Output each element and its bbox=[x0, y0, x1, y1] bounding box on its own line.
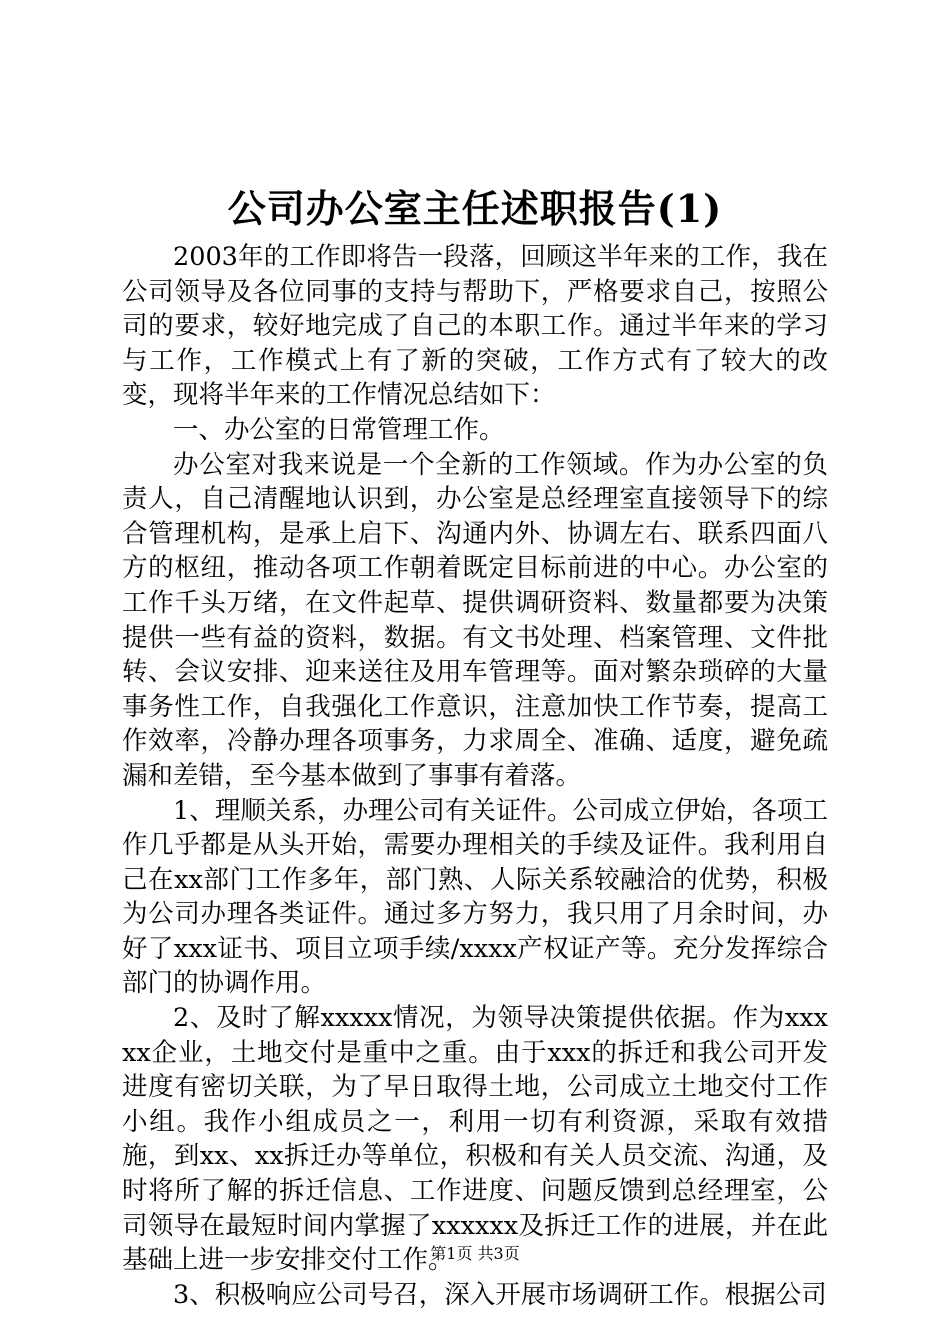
paragraph-item-2: 2、及时了解xxxxx情况，为领导决策提供依据。作为xxxxx企业，土地交付是重中之重。由于xxx的拆迁和我公司开发进度有密切关联，为了早日取得土地，公司成立土地交付工作小组。我作小组成员之一，利用一切有利资源，采取有效措施，到xx、xx拆迁办等单位，积极和有关人员交流、沟通，及时将所了解的拆迁信息、工作进度、问题反馈到总经理室，公司领导在最短时间内掌握了xxxxxx及拆迁工作的进展，并在此基础上进一步安排交付工作。 bbox=[122, 1003, 828, 1276]
paragraph-intro: 2003年的工作即将告一段落，回顾这半年来的工作，我在公司领导及各位同事的支持与帮助下，严格要求自己，按照公司的要求，较好地完成了自己的本职工作。通过半年来的学习与工作，工作模式上有了新的突破，工作方式有了较大的改变，现将半年来的工作情况总结如下： bbox=[122, 242, 828, 411]
document-body bbox=[122, 240, 828, 1312]
paragraph-item-1: 1、理顺关系，办理公司有关证件。公司成立伊始，各项工作几乎都是从头开始，需要办理相关的手续及证件。我利用自己在xx部门工作多年，部门熟、人际关系较融洽的优势，积极为公司办理各类证件。通过多方努力，我只用了月余时间，办好了xxx证书、项目立项手续/xxxx产权证产等。充分发挥综合部门的协调作用。 bbox=[122, 795, 828, 999]
paragraph-item-3: 3、积极响应公司号召，深入开展市场调研工作。根据公司 bbox=[173, 1279, 827, 1310]
paragraph-office-role: 办公室对我来说是一个全新的工作领域。作为办公室的负责人，自己清醒地认识到，办公室是总经理室直接领导下的综合管理机构，是承上启下、沟通内外、协调左右、联系四面八方的枢纽，推动各项工作朝着既定目标前进的中心。办公室的工作千头万绪，在文件起草、提供调研资料、数量都要为决策提供一些有益的资料，数据。有文书处理、档案管理、文件批转、会议安排、迎来送往及用车管理等。面对繁杂琐碎的大量事务性工作，自我强化工作意识，注意加快工作节奏，提高工作效率，冷静办理各项事务，力求周全、准确、适度，避免疏漏和差错，至今基本做到了事事有着落。 bbox=[122, 449, 828, 791]
section-heading-daily-management: 一、办公室的日常管理工作。 bbox=[173, 414, 505, 445]
document-title: 公司办公室主任述职报告(1) bbox=[227, 186, 723, 231]
page-footer: 第1页 共3页 bbox=[430, 1244, 520, 1263]
